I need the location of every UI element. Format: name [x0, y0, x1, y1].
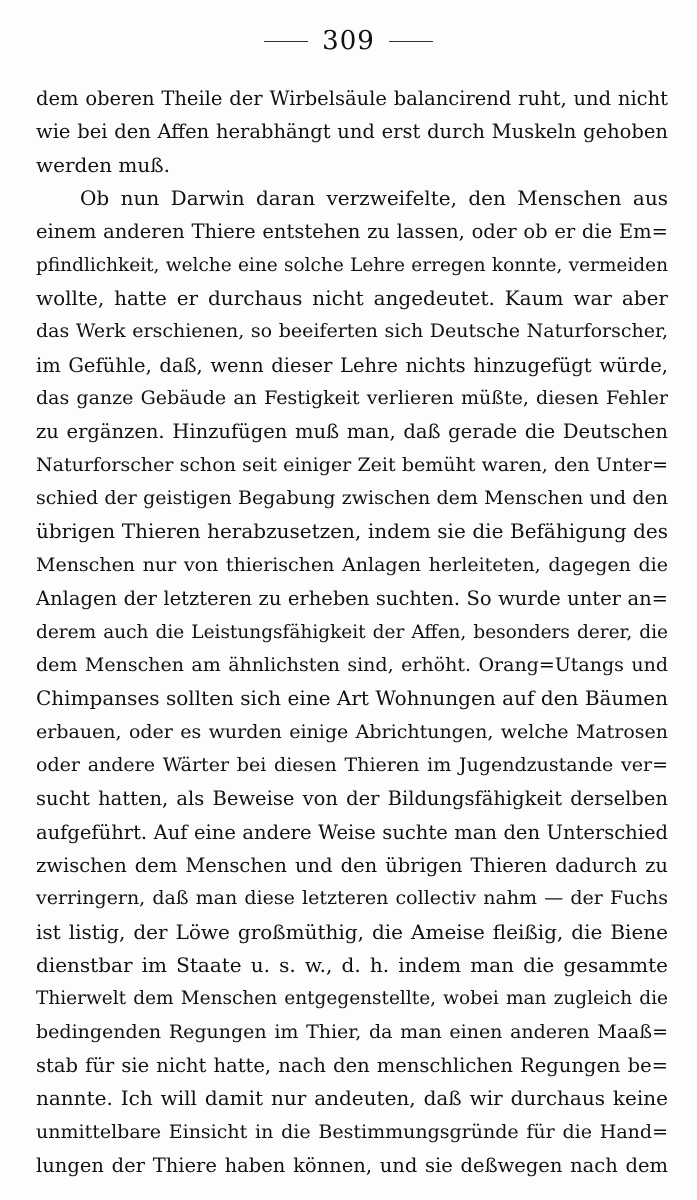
text-line: derem auch die Leistungsfähigkeit der Affen, besonders derer, die [36, 621, 668, 643]
header-rule-left [264, 41, 308, 42]
text-line: Naturforscher schon seit einiger Zeit bemüht waren, den Unter= [36, 453, 668, 476]
text-line: Chimpanses sollten sich eine Art Wohnungen auf den Bäumen [36, 686, 668, 711]
page-number: 309 [322, 26, 375, 56]
text-line: Thierwelt dem Menschen entgegenstellte, wobei man zugleich die [36, 988, 668, 1010]
text-line: wollte, hatte er durchaus nicht angedeutet. Kaum war aber [36, 286, 668, 311]
text-line: Anlagen der letzteren zu erheben suchten. So wurde unter an= [36, 587, 668, 611]
text-line: übrigen Thieren herabzusetzen, indem sie die Befähigung des [36, 519, 668, 544]
text-line: werden muß. [36, 152, 170, 177]
text-line: Menschen nur von thierischen Anlagen herleiteten, dagegen die [36, 553, 668, 576]
text-line: dem oberen Theile der Wirbelsäule balancirend ruht, und nicht [36, 87, 668, 110]
text-line: unmittelbare Einsicht in die Bestimmungsgründe für die Hand= [36, 1120, 668, 1143]
body-text [36, 82, 668, 1182]
page-header [0, 26, 697, 56]
text-line: das Werk erschienen, so beeiferten sich Deutsche Naturforscher, [36, 320, 668, 343]
text-line: einem anderen Thiere entstehen zu lassen, oder ob er die Em= [36, 220, 668, 244]
text-line: im Gefühle, daß, wenn dieser Lehre nichts hinzugefügt würde, [36, 353, 668, 377]
text-line: dem Menschen am ähnlichsten sind, erhöht. Orang=Utangs und [36, 653, 668, 676]
header-rule-right [389, 41, 433, 42]
text-line: aufgeführt. Auf eine andere Weise suchte man den Unterschied [36, 820, 668, 844]
text-line: Ob nun Darwin daran verzweifelte, den Menschen aus [80, 186, 668, 211]
text-line: erbauen, oder es wurden einige Abrichtungen, welche Matrosen [36, 720, 668, 743]
text-line: das ganze Gebäude an Festigkeit verlieren müßte, diesen Fehler [36, 387, 668, 410]
text-line: nannte. Ich will damit nur andeuten, daß wir durchaus keine [36, 1086, 668, 1111]
text-line: lungen der Thiere haben können, und sie deßwegen nach dem [36, 1154, 668, 1177]
text-line: verringern, daß man diese letzteren collectiv nahm — der Fuchs [36, 887, 668, 910]
text-line: stab für sie nicht hatte, nach den menschlichen Regungen be= [36, 1053, 668, 1077]
text-line: pfindlichkeit, welche eine solche Lehre erregen konnte, vermeiden [36, 254, 668, 276]
text-line: oder andere Wärter bei diesen Thieren im Jugendzustande ver= [36, 753, 668, 776]
text-line: wie bei den Affen herabhängt und erst durch Muskeln gehoben [36, 120, 668, 144]
text-line: bedingenden Regungen im Thier, da man einen anderen Maaß= [36, 1020, 668, 1043]
text-line: sucht hatten, als Beweise von der Bildungsfähigkeit derselben [36, 787, 668, 811]
text-line: dienstbar im Staate u. s. w., d. h. indem man die gesammte [36, 952, 668, 977]
text-line: zwischen dem Menschen und den übrigen Thieren dadurch zu [36, 853, 668, 877]
text-line: schied der geistigen Begabung zwischen dem Menschen und den [36, 487, 668, 510]
text-line: ist listig, der Löwe großmüthig, die Ameise fleißig, die Biene [36, 919, 668, 944]
text-line: zu ergänzen. Hinzufügen muß man, daß gerade die Deutschen [36, 420, 668, 444]
